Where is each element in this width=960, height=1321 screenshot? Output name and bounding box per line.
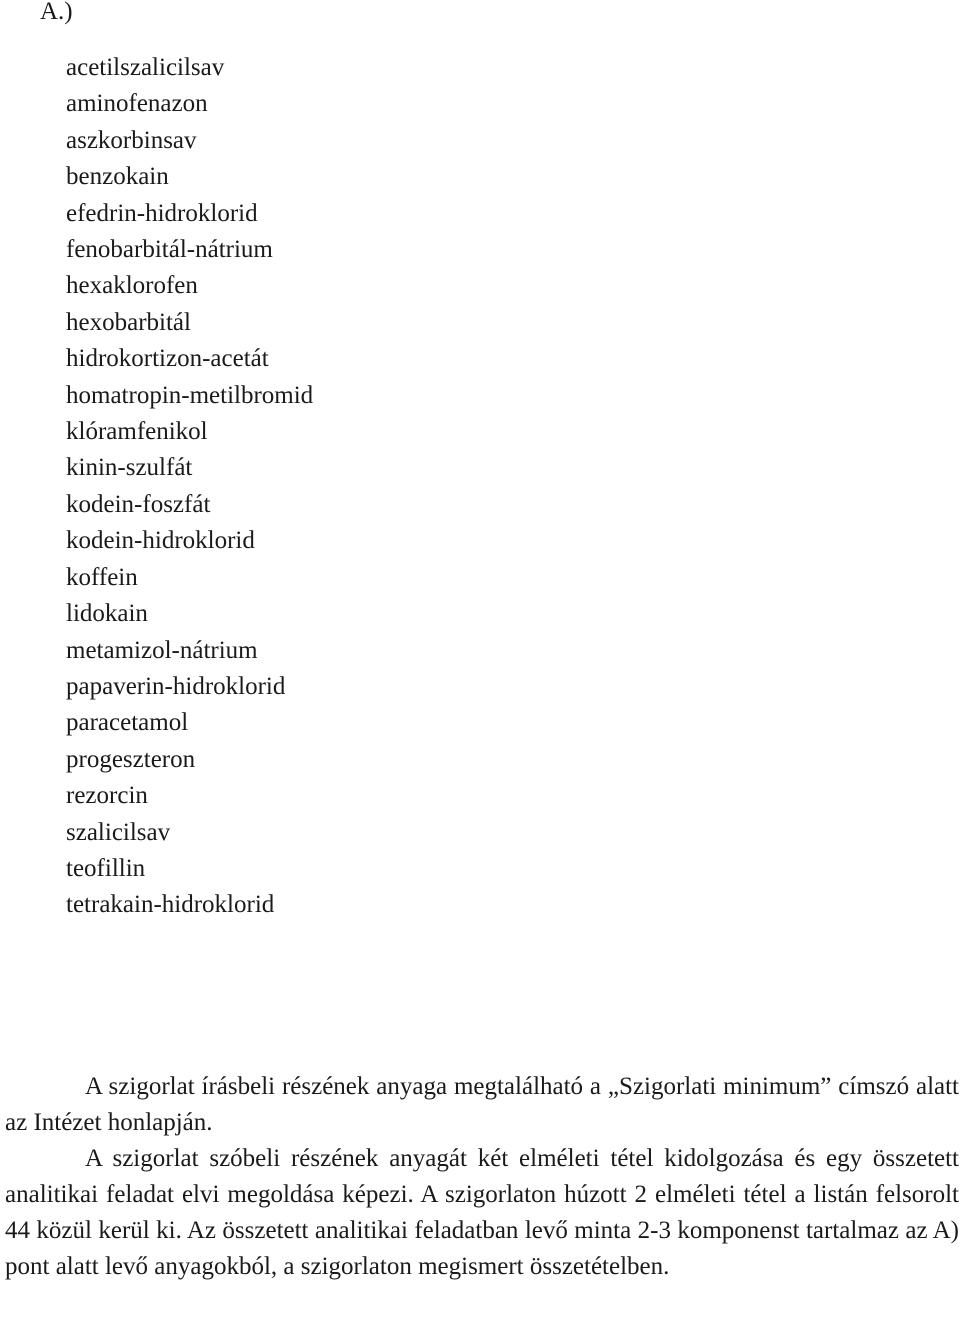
substance-item: aszkorbinsav — [66, 126, 197, 154]
substance-item: kodein-hidroklorid — [66, 527, 255, 555]
substance-item: metamizol-nátrium — [66, 636, 258, 664]
substance-item: homatropin-metilbromid — [66, 381, 314, 409]
paragraph-oral-exam: A szigorlat szóbeli részének anyagát két elméleti tétel kidolgozása és egy összetett analitikai feladat elvi megoldása képezi. A szigorlaton húzott 2 elméleti tétel a listán felsorolt 44 közül kerül ki. Az összetett analitikai feladatban levő minta 2-3 komponenst tartalmaz az A) pont alatt levő anyagokból, a szigorlaton megismert összetételben. — [5, 1145, 959, 1280]
body-text — [5, 1069, 959, 1285]
substance-item: efedrin-hidroklorid — [66, 199, 258, 227]
substance-item: paracetamol — [66, 709, 189, 737]
substance-item: szalicilsav — [66, 818, 171, 846]
substance-item: kinin-szulfát — [66, 454, 193, 482]
substance-item: tetrakain-hidroklorid — [66, 891, 275, 919]
substance-item: fenobarbitál-nátrium — [66, 236, 273, 264]
substance-item: teofillin — [66, 854, 146, 882]
substance-item: acetilszalicilsav — [66, 54, 225, 81]
substance-item: hexobarbitál — [66, 308, 191, 336]
substance-item: rezorcin — [66, 782, 148, 810]
substance-item: benzokain — [66, 163, 169, 191]
substance-item: papaverin-hidroklorid — [66, 672, 286, 700]
substance-item: hexaklorofen — [66, 272, 198, 300]
paragraph-written-exam: A szigorlat írásbeli részének anyaga megtalálható a „Szigorlati minimum” címszó alatt az Intézet honlapján. — [5, 1073, 959, 1136]
section-heading: A.) — [40, 0, 73, 25]
substance-item: kodein-foszfát — [66, 490, 211, 518]
substance-item: koffein — [66, 563, 138, 591]
substance-item: lidokain — [66, 600, 148, 628]
substance-item: aminofenazon — [66, 90, 208, 118]
substance-item: progeszteron — [66, 745, 196, 773]
substance-item: klóramfenikol — [66, 418, 208, 446]
substance-list — [66, 50, 313, 924]
substance-item: hidrokortizon-acetát — [66, 345, 269, 373]
